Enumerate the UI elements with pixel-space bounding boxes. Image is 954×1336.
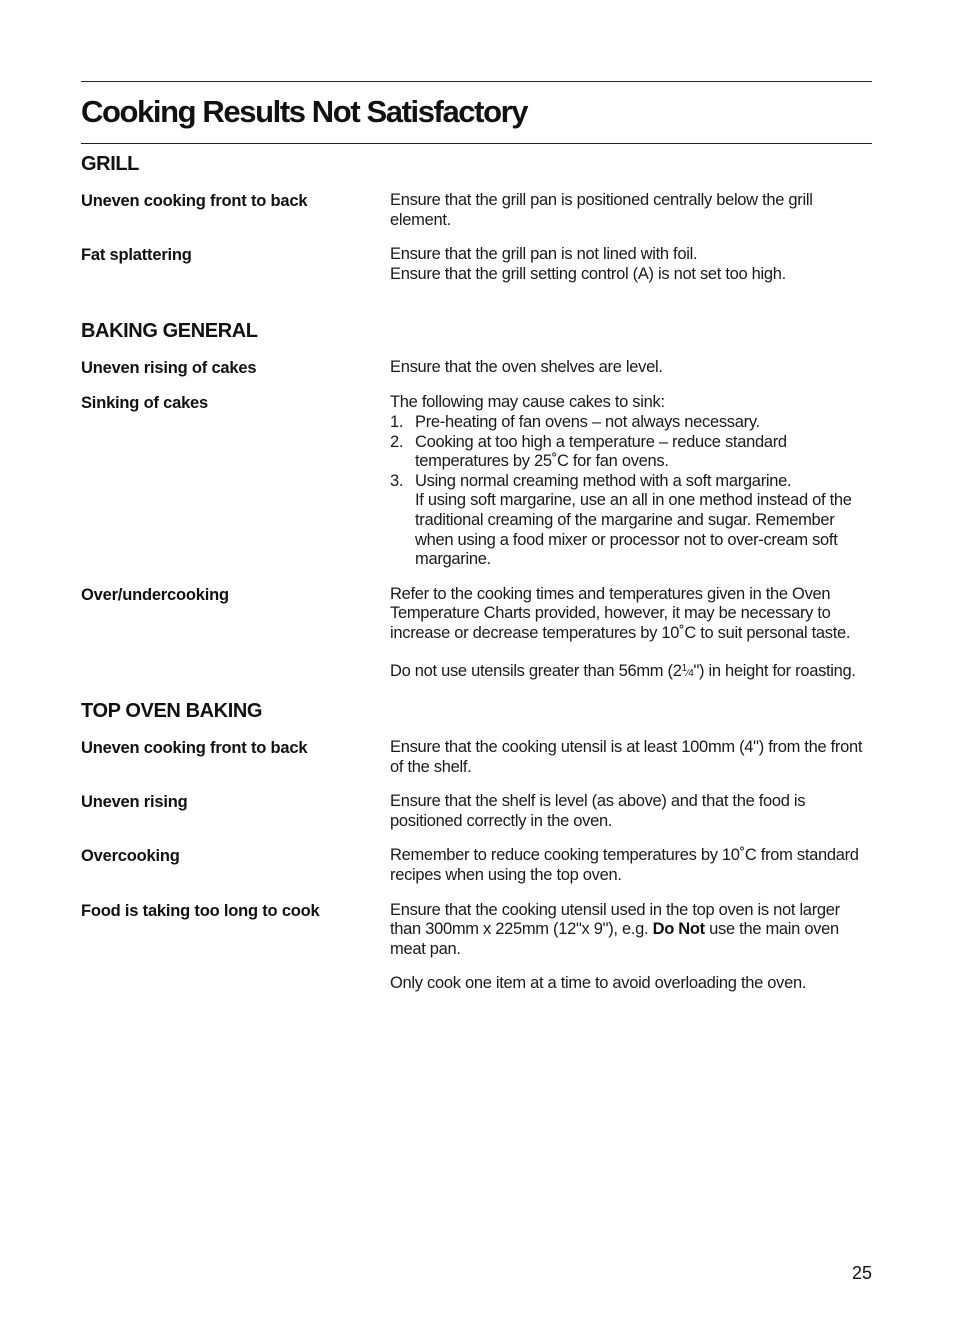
- remedy-text: [390, 901, 872, 960]
- cause-list: [390, 413, 872, 570]
- problem-remedy: [390, 792, 872, 831]
- problem-remedy: [390, 191, 872, 230]
- problem-row: [81, 358, 872, 378]
- fraction-denominator: ⁄4: [686, 667, 694, 679]
- remedy-text-part: Do not use utensils greater than 56mm (2: [390, 661, 682, 680]
- list-item: [390, 433, 872, 472]
- section-heading-top-oven-baking: TOP OVEN BAKING: [81, 700, 263, 723]
- problem-row: [81, 846, 872, 885]
- remedy-text-part: ") in height for roasting.: [693, 661, 856, 680]
- problem-label: Sinking of cakes: [81, 394, 209, 413]
- list-item: [390, 472, 872, 570]
- problem-remedy: [390, 738, 872, 777]
- remedy-text: Ensure that the grill pan is not lined with foil.: [390, 245, 698, 264]
- page-title: Cooking Results Not Satisfactory: [81, 94, 528, 129]
- content: [81, 150, 872, 994]
- list-number: 1.: [390, 412, 404, 431]
- section-heading-grill: GRILL: [81, 153, 139, 175]
- list-text: Pre-heating of fan ovens – not always necessary.: [415, 412, 760, 431]
- remedy-text: Only cook one item at a time to avoid overloading the oven.: [390, 974, 807, 993]
- list-text: Cooking at too high a temperature – reduce standard temperatures by 25˚C for fan ovens.: [415, 432, 787, 471]
- list-item: [390, 413, 872, 433]
- top-rule: [81, 81, 872, 82]
- problem-row: [81, 901, 872, 994]
- problem-label: Uneven cooking front to back: [81, 192, 308, 210]
- remedy-text: Ensure that the cooking utensil is at least 100mm (4") from the front of the shelf.: [390, 738, 863, 776]
- problem-row: [81, 245, 872, 284]
- problem-row: [81, 738, 872, 777]
- problem-label: Overcooking: [81, 847, 180, 866]
- remedy-text: Remember to reduce cooking temperatures by 10˚C from standard recipes when using the top oven.: [390, 846, 859, 885]
- remedy-text: Ensure that the shelf is level (as above) and that the food is positioned correctly in the oven.: [390, 792, 806, 830]
- list-number: 2.: [390, 432, 404, 451]
- title-rule: [81, 143, 872, 144]
- problem-row: [81, 792, 872, 831]
- remedy-text: Ensure that the grill setting control (A) is not set too high.: [390, 264, 786, 283]
- problem-remedy: [390, 846, 872, 885]
- problem-label: Over/undercooking: [81, 585, 229, 604]
- problem-label: Uneven rising: [81, 793, 188, 812]
- problem-label: Food is taking too long to cook: [81, 901, 320, 920]
- problem-remedy: [390, 358, 872, 378]
- section-heading-baking-general: BAKING GENERAL: [81, 320, 258, 343]
- fraction-numerator: 1: [681, 662, 687, 674]
- problem-remedy: [390, 901, 872, 994]
- problem-remedy: [390, 585, 872, 683]
- problem-label: Uneven rising of cakes: [81, 359, 257, 378]
- problem-row: [81, 393, 872, 569]
- problem-remedy: [390, 245, 872, 284]
- problem-row: [81, 585, 872, 683]
- page-number: 25: [851, 1263, 872, 1283]
- problem-row: [81, 191, 872, 230]
- list-text: [415, 472, 872, 570]
- problem-label: Fat splattering: [81, 246, 192, 265]
- remedy-text-part: Ensure that the cooking utensil used in the top oven is not larger than 300mm x 225mm (12"x 9"), e.g.: [390, 900, 840, 939]
- remedy-text: Ensure that the grill pan is positioned centrally below the grill element.: [390, 191, 813, 229]
- remedy-text-part: use the main oven meat pan.: [390, 920, 839, 958]
- list-text-main: Using normal creaming method with a soft margarine.: [415, 471, 792, 490]
- problem-label: Uneven cooking front to back: [81, 739, 308, 758]
- remedy-text-emphasis: Do Not: [652, 920, 705, 939]
- list-number: 3.: [390, 471, 404, 490]
- remedy-text: [390, 659, 872, 684]
- remedy-text: Ensure that the oven shelves are level.: [390, 358, 663, 377]
- remedy-text: The following may cause cakes to sink:: [390, 393, 665, 412]
- problem-remedy: [390, 393, 872, 569]
- list-text-extra: If using soft margarine, use an all in one method instead of the traditional creaming of the margarine and sugar. Remember when using a food mixer or processor not to over-cream soft margarine.: [415, 491, 852, 569]
- remedy-text: Refer to the cooking times and temperatures given in the Oven Temperature Charts provided, however, it may be necessary to increase or decrease temperatures by 10˚C to suit personal taste.: [390, 584, 851, 642]
